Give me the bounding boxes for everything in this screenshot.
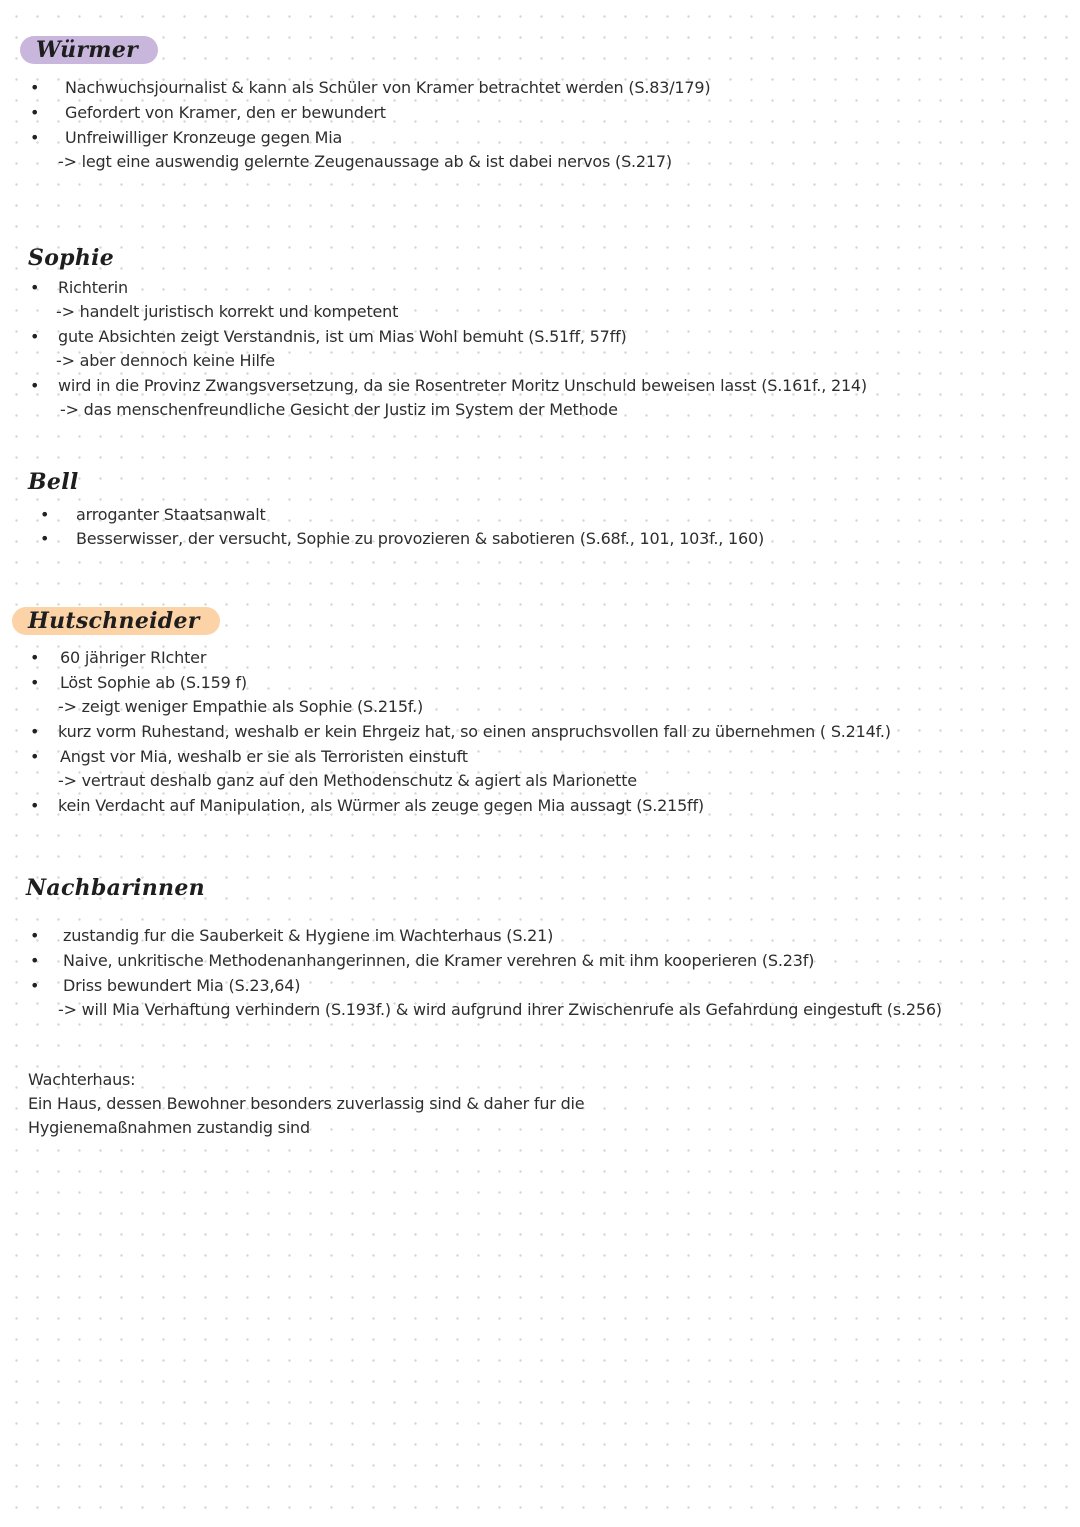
- heading-hutschneider: Hutschneider: [12, 607, 220, 635]
- glossary-definition: Hygienemaßnahmen zustandig sind: [28, 1118, 310, 1137]
- sub-item: -> zeigt weniger Empathie als Sophie (S.215f.): [58, 697, 424, 716]
- heading-wuermer: Würmer: [20, 36, 158, 64]
- list-item: Driss bewundert Mia (S.23,64): [63, 976, 301, 995]
- sub-item: -> legt eine auswendig gelernte Zeugenaussage ab & ist dabei nervos (S.217): [58, 152, 672, 171]
- list-item: Angst vor Mia, weshalb er sie als Terroristen einstuft: [60, 747, 468, 766]
- list-item: wird in die Provinz Zwangsversetzung, da sie Rosentreter Moritz Unschuld beweisen lasst (S.161f., 214): [58, 376, 867, 395]
- bullet-dot: •: [30, 278, 40, 297]
- list-item: Nachwuchsjournalist & kann als Schüler von Kramer betrachtet werden (S.83/179): [65, 78, 711, 97]
- list-item: gute Absichten zeigt Verstandnis, ist um Mias Wohl bemuht (S.51ff, 57ff): [58, 327, 627, 346]
- bullet-dot: •: [40, 529, 50, 548]
- bullet-dot: •: [30, 926, 40, 945]
- bullet-dot: •: [30, 128, 40, 147]
- sub-item: -> aber dennoch keine Hilfe: [56, 351, 275, 370]
- heading-nachbarinnen: Nachbarinnen: [26, 875, 205, 901]
- bullet-dot: •: [30, 796, 40, 815]
- bullet-dot: •: [30, 976, 40, 995]
- glossary-definition: Ein Haus, dessen Bewohner besonders zuverlassig sind & daher fur die: [28, 1094, 585, 1113]
- bullet-dot: •: [30, 103, 40, 122]
- bullet-dot: •: [30, 722, 40, 741]
- bullet-dot: •: [40, 505, 50, 524]
- bullet-dot: •: [30, 673, 40, 692]
- sub-item: -> das menschenfreundliche Gesicht der Justiz im System der Methode: [60, 400, 618, 419]
- list-item: Unfreiwilliger Kronzeuge gegen Mia: [65, 128, 343, 147]
- bullet-dot: •: [30, 327, 40, 346]
- bullet-dot: •: [30, 78, 40, 97]
- list-item: Gefordert von Kramer, den er bewundert: [65, 103, 386, 122]
- heading-bell: Bell: [28, 469, 79, 495]
- sub-item: -> will Mia Verhaftung verhindern (S.193f.) & wird aufgrund ihrer Zwischenrufe als Gefahrdung eingestuft (s.256): [58, 1000, 942, 1019]
- bullet-dot: •: [30, 747, 40, 766]
- list-item: Besserwisser, der versucht, Sophie zu provozieren & sabotieren (S.68f., 101, 103f., 160): [76, 529, 765, 548]
- list-item: 60 jähriger RIchter: [60, 648, 207, 667]
- glossary-term: Wachterhaus:: [28, 1070, 136, 1089]
- bullet-dot: •: [30, 951, 40, 970]
- bullet-dot: •: [30, 648, 40, 667]
- sub-item: -> handelt juristisch korrekt und kompetent: [56, 302, 399, 321]
- sub-item: -> vertraut deshalb ganz auf den Methodenschutz & agiert als Marionette: [58, 771, 637, 790]
- bullet-dot: •: [30, 376, 40, 395]
- list-item: Naive, unkritische Methodenanhangerinnen, die Kramer verehren & mit ihm kooperieren (S.23f): [63, 951, 815, 970]
- list-item: Löst Sophie ab (S.159 f): [60, 673, 247, 692]
- list-item: kein Verdacht auf Manipulation, als Würmer als zeuge gegen Mia aussagt (S.215ff): [58, 796, 704, 815]
- list-item: kurz vorm Ruhestand, weshalb er kein Ehrgeiz hat, so einen anspruchsvollen fall zu übernehmen ( S.214f.): [58, 722, 891, 741]
- heading-sophie: Sophie: [28, 245, 115, 271]
- list-item: arroganter Staatsanwalt: [76, 505, 266, 524]
- list-item: zustandig fur die Sauberkeit & Hygiene im Wachterhaus (S.21): [63, 926, 554, 945]
- list-item: Richterin: [58, 278, 128, 297]
